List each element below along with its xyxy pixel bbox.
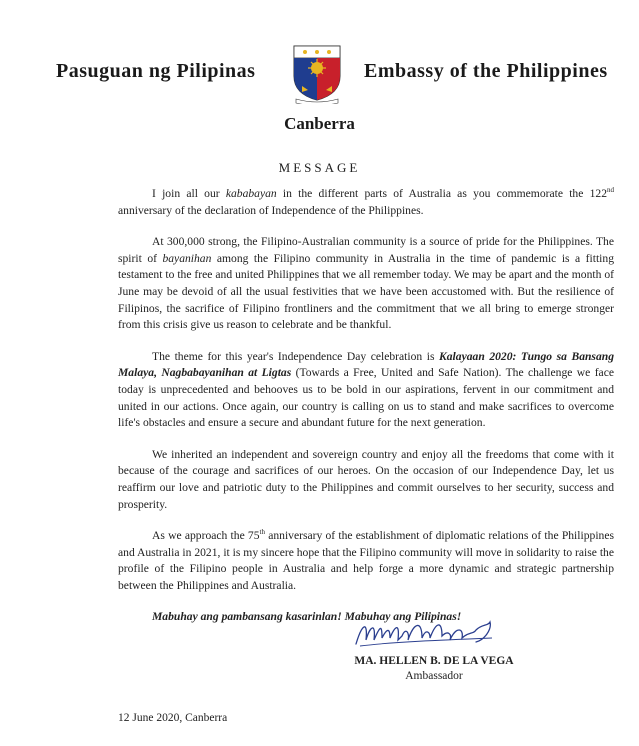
header-city: Canberra	[284, 114, 355, 133]
paragraph-3: The theme for this year's Independence Day celebration is Kalayaan 2020: Tungo sa Bansang Malaya, Nagbabayanihan at Ligtas (Towards a Free, United and Safe Nation). The challenge we face today is unprecedented and behooves us to be bold in our aspirations, fervent in our commitment and united in our actions. Once again, our country is calling on us to stand and make sacrifices to overcome life's obstacles and ensure a secure and abundant future for the next generation.	[118, 349, 614, 430]
paragraph-2: At 300,000 strong, the Filipino-Australian community is a source of pride for the Philippines. The spirit of bayanihan among the Filipino community in Australia in the time of pandemic is a fitting testament to the free and united Philippines that we all remember today. We may be apart and the month of June may be devoid of all the usual festivities that we have been accustomed with. But the resilience of Filipinos, the sacrifice of Filipino frontliners and the commitment that we all bring to emerge stronger from this crisis give us reason to celebrate and be thankful.	[118, 235, 614, 332]
paragraph-4: We inherited an independent and sovereign country and enjoy all the freedoms that come with it because of the courage and sacrifices of our heroes. On the occasion of our Independence Day, let us reaffirm our love and patriotic duty to the Philippines and commit ourselves to her security, success and prosperity.	[118, 447, 614, 511]
signatory-title: Ambassador	[405, 670, 463, 682]
paragraph-1: I join all our kababayan in the different parts of Australia as you commemorate the 122nd anniversary of the declaration of Independence of the Philippines.	[118, 186, 614, 217]
handwritten-signature	[352, 616, 498, 650]
closing-line: Mabuhay ang pambansang kasarinlan! Mabuhay ang Pilipinas!	[152, 610, 462, 624]
paragraph-5: As we approach the 75th anniversary of the establishment of diplomatic relations of the Philippines and Australia in 2021, it is my sincere hope that the Filipino community will move in solidarity to raise the profile of the Filipino people in Australia and help forge a more dynamic and strategic partnership between the Philippines and Australia.	[118, 528, 614, 592]
date-line: 12 June 2020, Canberra	[118, 712, 228, 724]
embassy-seal-icon	[288, 42, 346, 104]
header-english-name: Embassy of the Philippines	[364, 60, 608, 82]
header-filipino-name: Pasuguan ng Pilipinas	[56, 60, 256, 82]
message-body	[118, 186, 614, 641]
page-title: MESSAGE	[278, 160, 361, 175]
signatory-name: MA. HELLEN B. DE LA VEGA	[354, 655, 514, 667]
